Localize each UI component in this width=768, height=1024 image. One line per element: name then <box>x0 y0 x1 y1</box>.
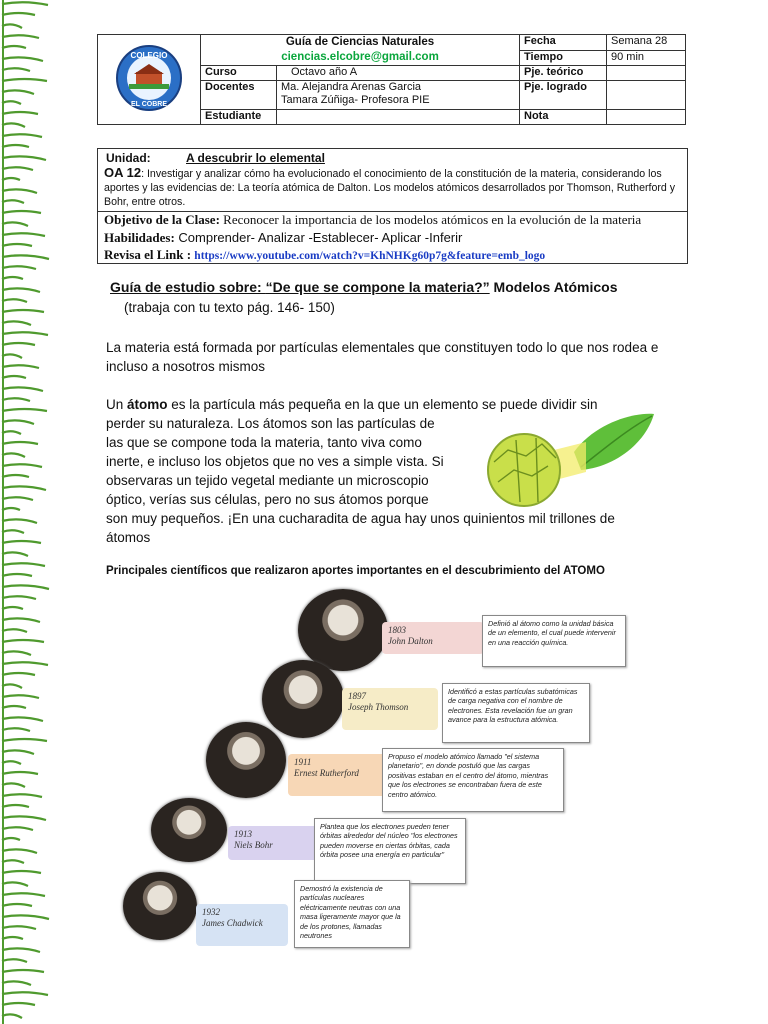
rutherford-name: Ernest Rutherford <box>294 768 359 778</box>
para2-line6: óptico, verías sus células, pero no sus átomos porque <box>106 492 429 507</box>
chadwick-portrait <box>123 872 197 940</box>
fecha-label: Fecha <box>520 35 607 51</box>
thomson-name: Joseph Thomson <box>348 702 409 712</box>
vine-strokes <box>2 2 49 1018</box>
bohr-name: Niels Bohr <box>234 840 273 850</box>
oa-text: : Investigar y analizar cómo ha evolucionado el conocimiento de la constitución de la materia, considerando los aportes y las evidencias de: La teoría atómica de Dalton. Los modelos atómicos desarrollados por Thomson, Rutherford y Bohr, entre otros. <box>104 168 675 208</box>
revisa-label: Revisa el Link : <box>104 247 195 262</box>
bohr-portrait <box>151 798 227 862</box>
rutherford-name-box <box>288 754 388 796</box>
rutherford-description: Propuso el modelo atómico llamado "el sistema planetario", en donde postuló que las cargas positivas estaban en el centro del átomo, mientras que los electrones se encontraban fuera de este centro atómico. <box>382 748 564 812</box>
bohr-description: Plantea que los electrones pueden tener órbitas alrededor del núcleo "los electrones pueden moverse en ciertas órbitas, cada órbita posee una energía en particular" <box>314 818 466 884</box>
para2-line8: átomos <box>106 530 151 545</box>
scientists-heading: Principales científicos que realizaron aportes importantes en el descubrimiento del ATOMO <box>106 565 605 577</box>
chadwick-description: Demostró la existencia de partículas nucleares eléctricamente neutras con una masa ligeramente mayor que la de los protones, llamadas neutrones <box>294 880 410 948</box>
thomson-description: Identificó a estas partículas subatómicas de carga negativa con el nombre de electrones. Esta revelación fue un gran avance para la estructura atómica. <box>442 683 590 743</box>
unit-title: A descubrir lo elemental <box>186 151 325 165</box>
logo-top-text: COLEGIO <box>130 50 168 60</box>
fecha-value: Semana 28 <box>607 35 686 51</box>
para2-line7: son muy pequeños. ¡En una cucharadita de agua hay unos quinientos mil trillones de <box>106 511 615 526</box>
unit-row <box>106 151 325 165</box>
nota-value <box>607 110 686 125</box>
dalton-name-box <box>382 622 484 654</box>
para2-line3: las que se compone toda la materia, tanto viva como <box>106 435 422 450</box>
chadwick-year: 1932 <box>202 907 220 917</box>
nota-label: Nota <box>520 110 607 125</box>
dalton-portrait <box>298 589 388 671</box>
objetivo-label: Objetivo de la Clase: <box>104 212 220 227</box>
tiempo-value: 90 min <box>607 50 686 66</box>
school-logo <box>114 44 184 112</box>
objetivo-line <box>104 212 641 228</box>
objetivo-text: Reconocer la importancia de los modelos atómicos en la evolución de la materia <box>219 212 642 227</box>
header-table <box>97 34 686 125</box>
chadwick-name: James Chadwick <box>202 918 263 928</box>
dalton-year: 1803 <box>388 625 406 635</box>
paragraph-matter: La materia está formada por partículas elementales que constituyen todo lo que nos rodea e incluso a nosotros mismos <box>106 340 659 374</box>
revisa-line <box>104 247 545 263</box>
header-title-cell <box>201 35 520 66</box>
unit-label: Unidad: <box>106 151 151 165</box>
guide-title-question: “De que se compone la materia?” <box>265 279 490 295</box>
vine-border-decoration <box>0 0 58 1024</box>
habilidades-text: Comprender- Analizar -Establecer- Aplicar -Inferir <box>174 230 463 245</box>
para2-line5: observaras un tejido vegetal mediante un microscopio <box>106 473 429 488</box>
rutherford-portrait <box>206 722 286 798</box>
thomson-name-box <box>342 688 438 730</box>
tiempo-label: Tiempo <box>520 50 607 66</box>
pje-teorico-value <box>607 66 686 81</box>
dalton-description: Definió al átomo como la unidad básica de un elemento, el cual puede intervenir en una reacción química. <box>482 615 626 667</box>
bohr-name-box <box>228 826 318 860</box>
chadwick-name-box <box>196 904 288 946</box>
bohr-year: 1913 <box>234 829 252 839</box>
guide-subtitle: (trabaja con tu texto pág. 146- 150) <box>124 300 335 315</box>
pje-teorico-label: Pje. teórico <box>520 66 607 81</box>
rutherford-year: 1911 <box>294 757 312 767</box>
dalton-name: John Dalton <box>388 636 433 646</box>
school-email: ciencias.elcobre@gmail.com <box>281 51 439 63</box>
guide-title <box>110 279 618 295</box>
docente-1: Ma. Alejandra Arenas Garcia <box>281 81 422 93</box>
para2-pre: Un <box>106 397 128 412</box>
docentes-value <box>277 81 520 110</box>
oa-label: OA 12 <box>104 165 142 180</box>
guide-title-suffix: Modelos Atómicos <box>489 279 618 295</box>
para2-line4: inerte, e incluso los objetos que no ves a simple vista. Si <box>106 454 444 469</box>
para2-line1: es la partícula más pequeña en la que un elemento se puede dividir sin <box>167 397 598 412</box>
curso-label: Curso <box>201 66 277 81</box>
pje-logrado-label: Pje. logrado <box>520 81 607 110</box>
para2-line2: perder su naturaleza. Los átomos son las partículas de <box>106 416 435 431</box>
thomson-year: 1897 <box>348 691 366 701</box>
thomson-portrait <box>262 660 344 738</box>
estudiante-label: Estudiante <box>201 110 277 125</box>
habilidades-line <box>104 230 462 246</box>
youtube-link[interactable]: https://www.youtube.com/watch?v=KhNHKg60p7g&feature=emb_logo <box>194 250 546 262</box>
unit-box <box>97 148 688 264</box>
oa-objective <box>104 166 679 209</box>
docentes-label: Docentes <box>201 81 277 110</box>
habilidades-label: Habilidades: <box>104 230 175 245</box>
curso-value: Octavo año A <box>277 66 520 81</box>
logo-bottom-text: EL COBRE <box>130 100 168 108</box>
guide-header-title: Guía de Ciencias Naturales <box>285 36 435 48</box>
school-logo-cell <box>98 35 201 125</box>
leaf-cells-illustration <box>486 412 656 507</box>
guide-title-prefix: Guía de estudio sobre: <box>110 279 266 295</box>
docente-2: Tamara Zúñiga- Profesora PIE <box>281 94 430 106</box>
estudiante-value[interactable] <box>277 110 520 125</box>
pje-logrado-value <box>607 81 686 110</box>
para2-bold: átomo <box>127 397 168 412</box>
